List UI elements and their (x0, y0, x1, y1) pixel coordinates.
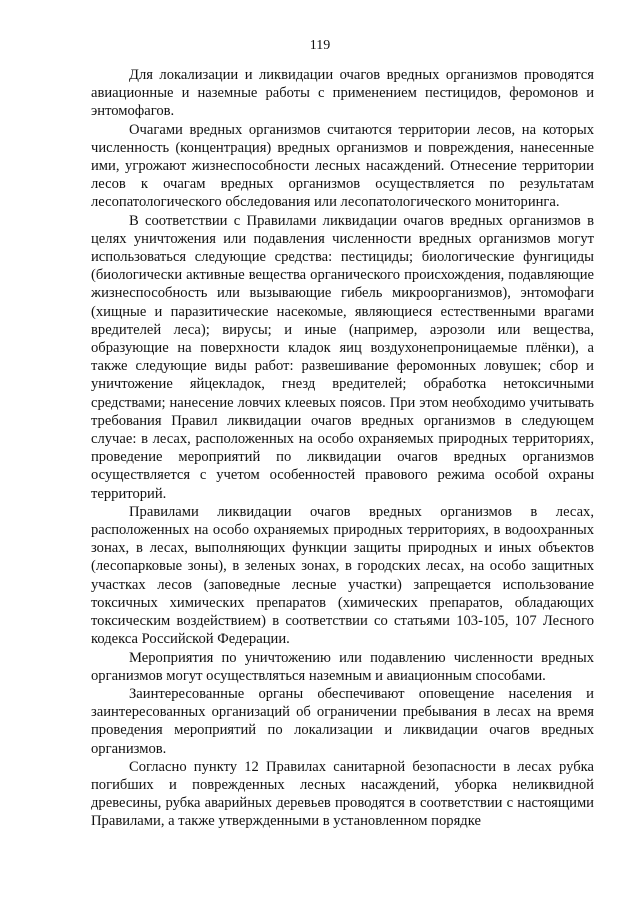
paragraph-7: Согласно пункту 12 Правилах санитарной безопасности в лесах рубка погибших и поврежденных лесных насаждений, уборка неликвидной древесины, рубка аварийных деревьев проводятся в соответствии с настоящими Правилами, а также утвержденными в установленном порядке (91, 758, 594, 830)
paragraph-6: Заинтересованные органы обеспечивают оповещение населения и заинтересованных организаций об ограничении пребывания в лесах на время проведения мероприятий по локализации и ликвидации очагов вредных организмов. (91, 685, 594, 757)
paragraph-5: Мероприятия по уничтожению или подавлению численности вредных организмов могут осуществляться наземным и авиационным способами. (91, 649, 594, 684)
paragraph-4: Правилами ликвидации очагов вредных организмов в лесах, расположенных на особо охраняемых природных территориях, в водоохранных зонах, в лесах, выполняющих функции защиты природных и иных объектов (лесопарковые зоны), в зеленых зонах, в городских лесах, на особо защитных участках лесов (заповедные лесные участки) запрещается использование токсичных химических препаратов (химических препаратов, обладающих токсическим воздействием) в соответствии со статьями 103-105, 107 Лесного кодекса Российской Федерации. (91, 503, 594, 648)
page-number: 119 (309, 38, 331, 53)
document-body (91, 66, 594, 831)
paragraph-3: В соответствии с Правилами ликвидации очагов вредных организмов в целях уничтожения или подавления численности вредных организмов могут использоваться следующие средства: пестициды; биологические фунгициды (биологически активные вещества органического происхождения, подавляющие жизнеспособность или вызывающие гибель микроорганизмов), энтомофаги (хищные и паразитические насекомые, являющиеся естественными врагами вредителей леса); вирусы; и иные (например, аэрозоли или вещества, образующие на поверхности кладок яиц воздухонепроницаемые плёнки), а также следующие виды работ: развешивание феромонных ловушек; сбор и уничтожение яйцекладок, гнезд вредителей; обработка нетоксичными средствами; нанесение ловчих клеевых поясов. При этом необходимо учитывать требования Правил ликвидации очагов вредных организмов в следующем случае: в лесах, расположенных на особо охраняемых природных территориях, проведение мероприятий по ликвидации очагов вредных организмов осуществляется с учетом особенностей правового режима особой охраны территорий. (91, 212, 594, 502)
paragraph-1: Для локализации и ликвидации очагов вредных организмов проводятся авиационные и наземные работы с применением пестицидов, феромонов и энтомофагов. (91, 67, 594, 120)
paragraph-2: Очагами вредных организмов считаются территории лесов, на которых численность (концентрация) вредных организмов и повреждения, нанесенные ими, угрожают жизнеспособности лесных насаждений. Отнесение территории лесов к очагам вредных организмов осуществляется по результатам лесопатологического обследования или лесопатологического мониторинга. (91, 121, 594, 211)
